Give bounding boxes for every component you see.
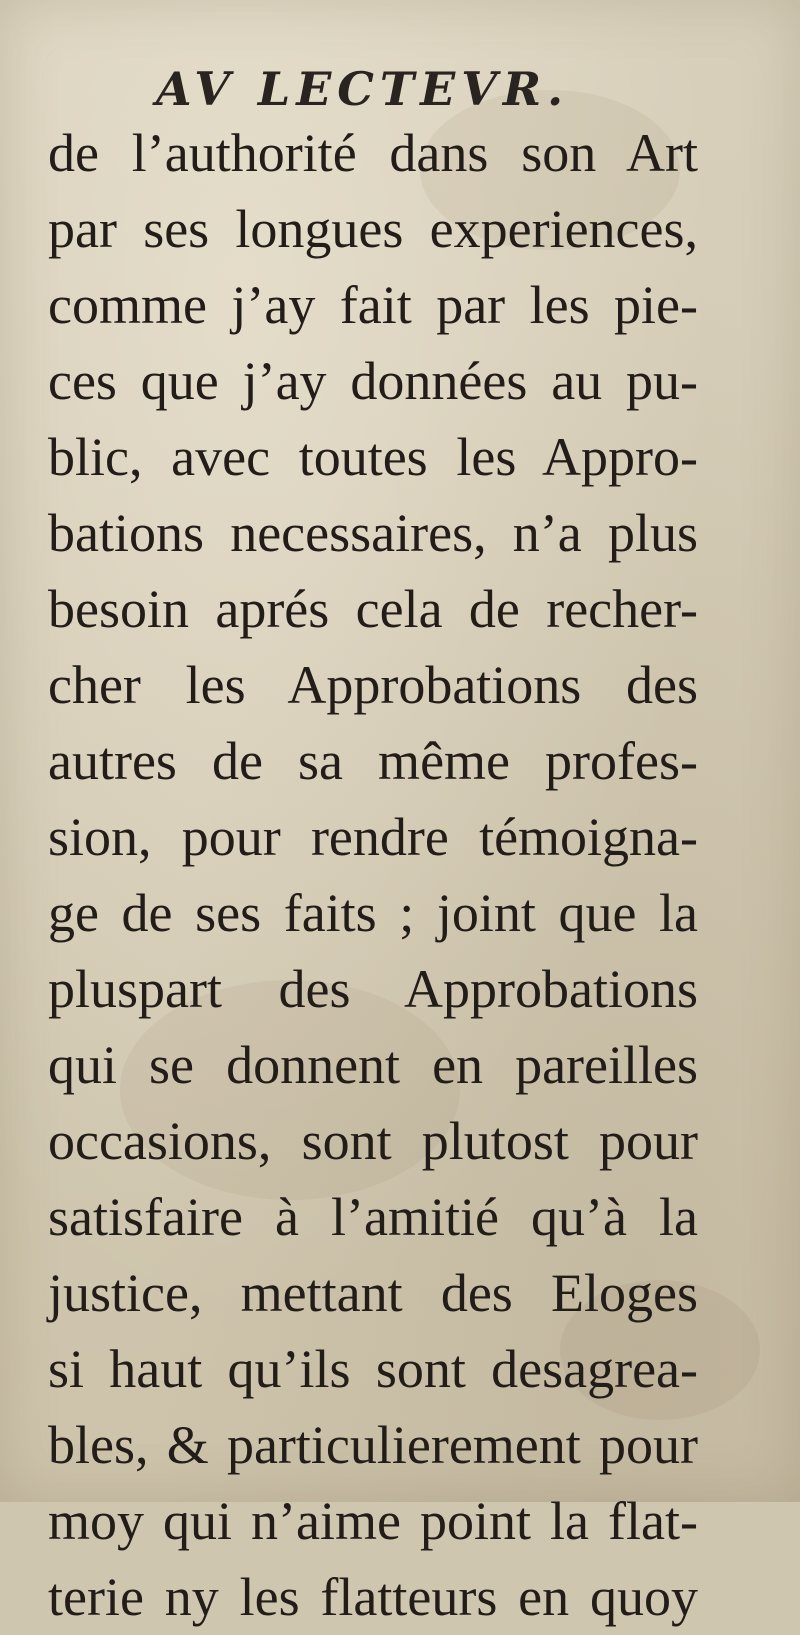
text-line: besoin aprés cela de recher-	[48, 579, 698, 639]
text-line: si haut qu’ils sont desagrea-	[48, 1339, 698, 1399]
text-line: satisfaire à l’amitié qu’à la	[48, 1187, 698, 1247]
text-line: justice, mettant des Eloges	[48, 1263, 698, 1323]
text-line: terie ny les flatteurs en quoy	[48, 1567, 698, 1627]
text-line: pluspart des Approbations	[48, 959, 698, 1019]
text-line: qui se donnent en pareilles	[48, 1035, 698, 1095]
running-head: AV LECTEVR.	[155, 62, 570, 116]
body-text	[48, 115, 698, 1635]
text-line: par ses longues experiences,	[48, 199, 698, 259]
text-line: blic, avec toutes les Appro-	[48, 427, 698, 487]
text-line: autres de sa même profes-	[48, 731, 698, 791]
text-line: comme j’ay fait par les pie-	[48, 275, 698, 335]
text-line: bations necessaires, n’a plus	[48, 503, 698, 563]
text-line: cher les Approbations des	[48, 655, 698, 715]
text-line: bles, & particulierement pour	[48, 1415, 698, 1475]
text-line: ces que j’ay données au pu-	[48, 351, 698, 411]
text-line: ge de ses faits ; joint que la	[48, 883, 698, 943]
text-line: de l’authorité dans son Art	[48, 123, 698, 183]
text-line: moy qui n’aime point la flat-	[48, 1491, 698, 1551]
text-line: occasions, sont plutost pour	[48, 1111, 698, 1171]
text-line: sion, pour rendre témoigna-	[48, 807, 698, 867]
